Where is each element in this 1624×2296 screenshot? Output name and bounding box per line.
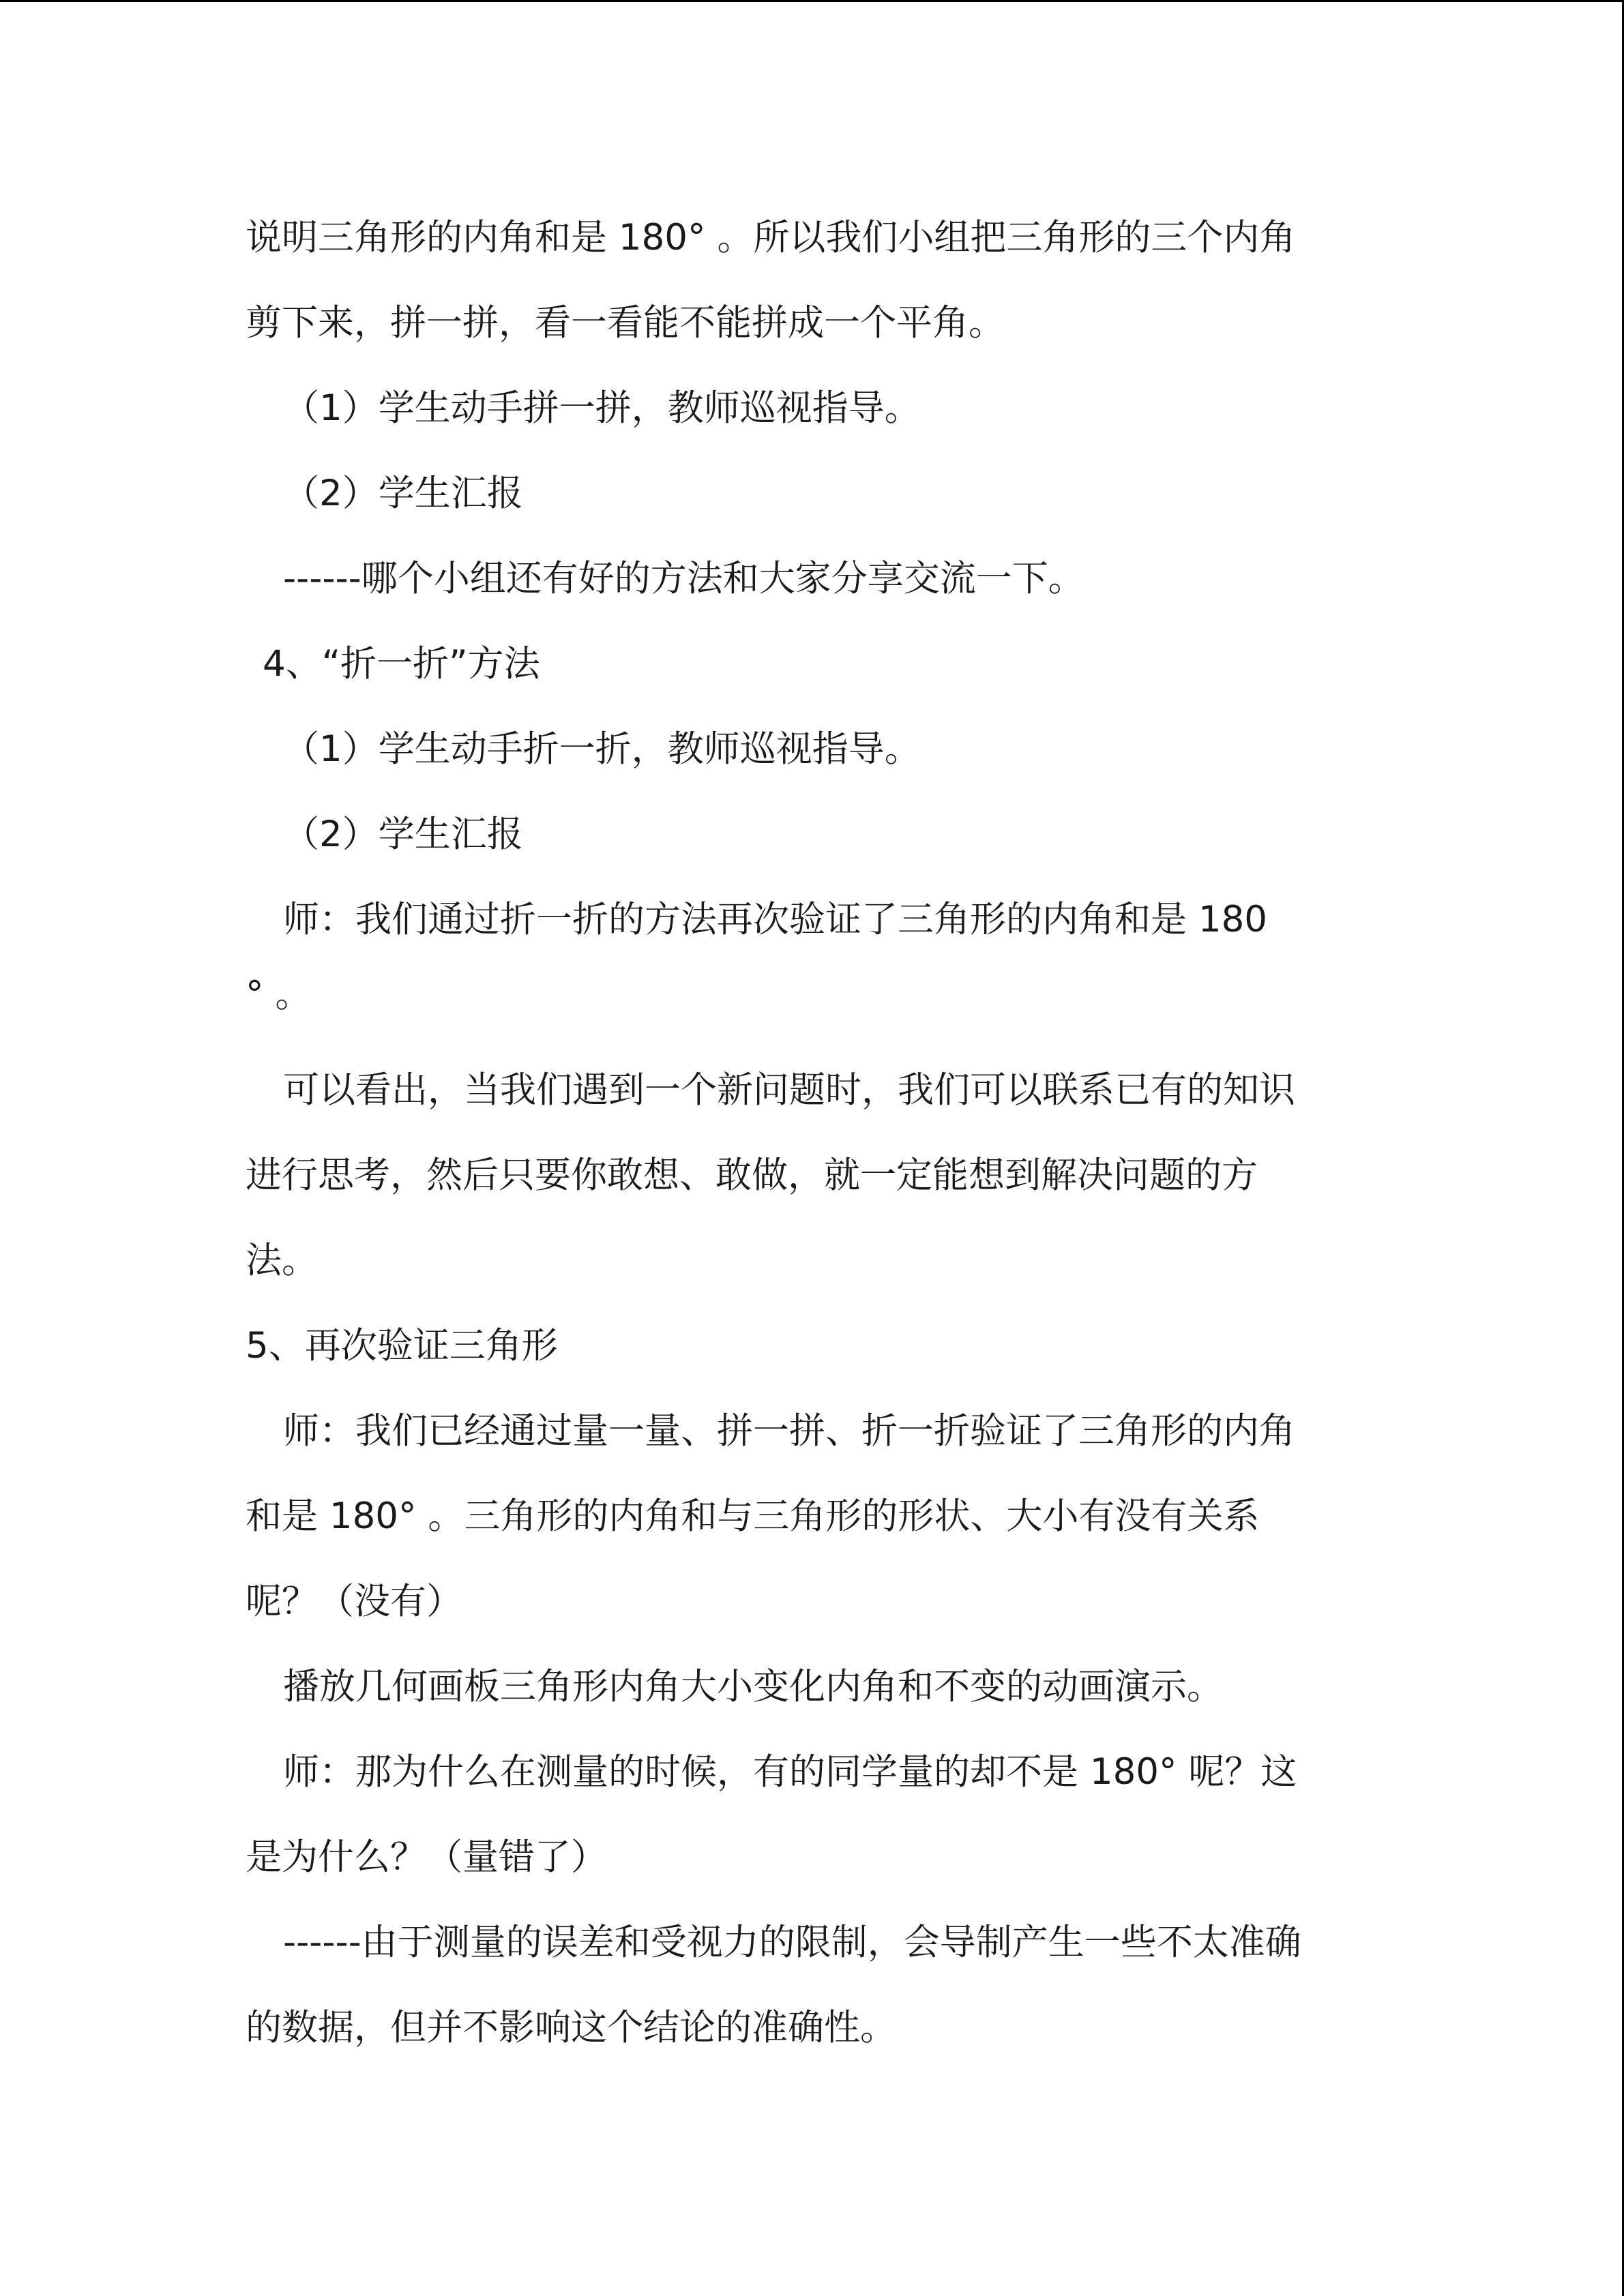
list-item: （1）学生动手拼一拼，教师巡视指导。 (283, 387, 921, 429)
paragraph-line: 剪下来，拼一拼，看一看能不能拼成一个平角。 (246, 302, 1005, 344)
list-item: （2）学生汇报 (283, 814, 523, 855)
section-heading: 5、再次验证三角形 (246, 1325, 558, 1367)
paragraph-line: 师：那为什么在测量的时候，有的同学量的却不是 180° 呢？这 (283, 1751, 1297, 1793)
list-item: （2）学生汇报 (283, 473, 523, 514)
list-item: （1）学生动手折一折，教师巡视指导。 (283, 728, 921, 770)
paragraph-line: ° 。 (246, 974, 312, 1015)
paragraph-line: 进行思考，然后只要你敢想、敢做，就一定能想到解决问题的方 (246, 1154, 1258, 1196)
paragraph-line: 的数据，但并不影响这个结论的准确性。 (246, 2007, 896, 2048)
paragraph-line: 和是 180° 。三角形的内角和与三角形的形状、大小有没有关系 (246, 1495, 1260, 1537)
paragraph-line: 呢？（没有） (246, 1581, 462, 1622)
section-heading: 4、“折一折”方法 (263, 643, 540, 685)
paragraph-line: 说明三角形的内角和是 180° 。所以我们小组把三角形的三个内角 (246, 217, 1296, 258)
paragraph-line: 师：我们通过折一折的方法再次验证了三角形的内角和是 180 (283, 899, 1268, 940)
paragraph-line: 播放几何画板三角形内角大小变化内角和不变的动画演示。 (283, 1666, 1223, 1708)
paragraph-line: ------由于测量的误差和受视力的限制，会导制产生一些不太准确 (283, 1922, 1301, 1963)
paragraph-line: 师：我们已经通过量一量、拼一拼、折一折验证了三角形的内角 (283, 1410, 1295, 1452)
paragraph-line: ------哪个小组还有好的方法和大家分享交流一下。 (283, 558, 1084, 599)
paragraph-line: 可以看出，当我们遇到一个新问题时，我们可以联系已有的知识 (283, 1069, 1295, 1111)
paragraph-line: 法。 (246, 1240, 318, 1281)
paragraph-line: 是为什么？（量错了） (246, 1836, 607, 1878)
